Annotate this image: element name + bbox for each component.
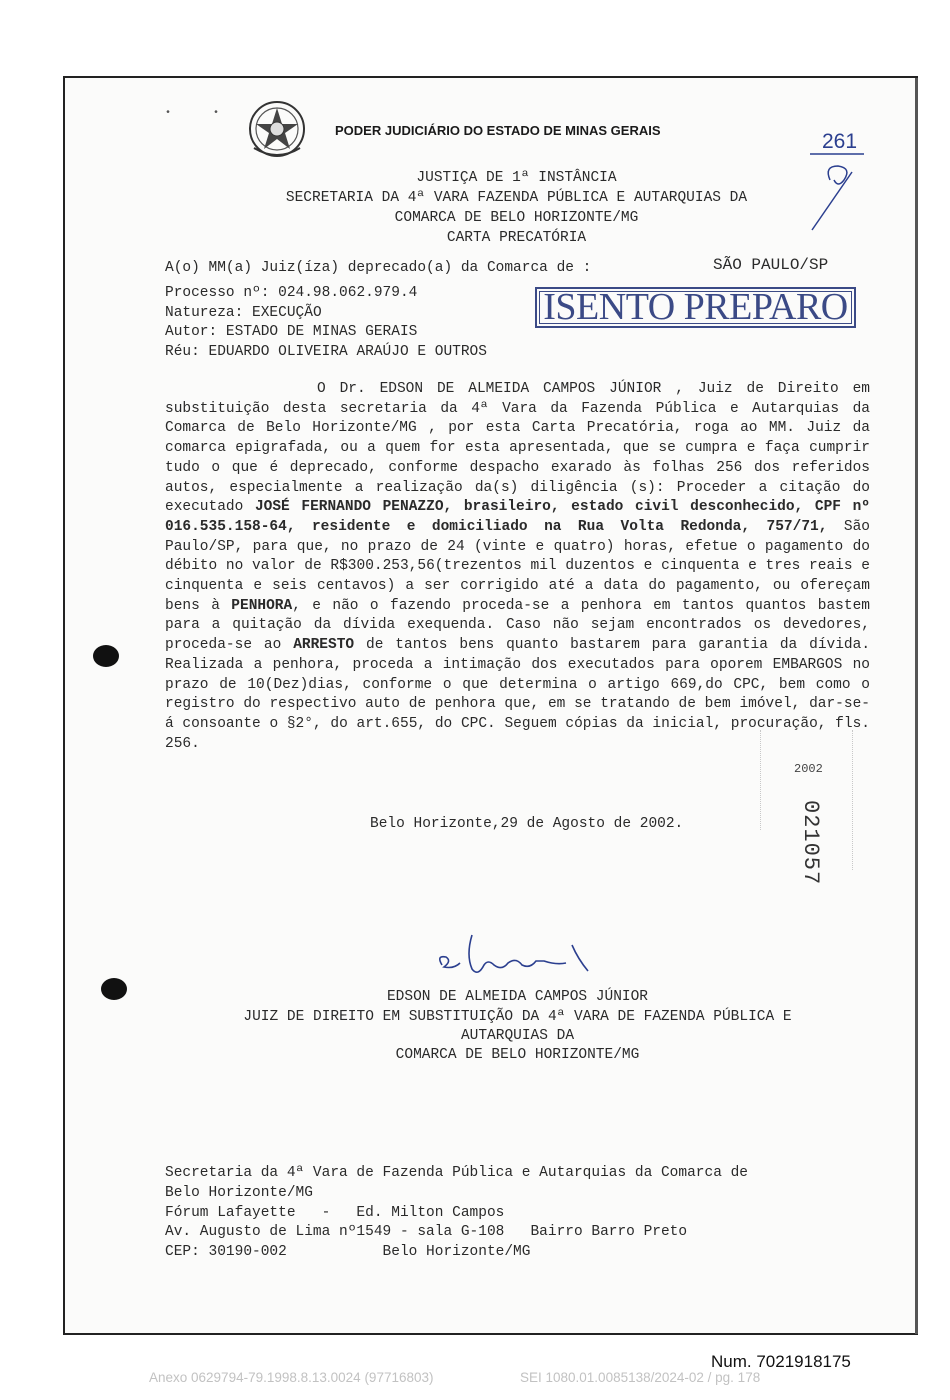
body-bold-penhora: PENHORA — [231, 597, 293, 614]
body-bold-arresto: ARRESTO — [293, 637, 355, 654]
addressee-place: SÃO PAULO/SP — [713, 256, 829, 274]
body-p4: de tantos bens quanto bastarem para garantia da dívida. Realizada a penhora, proceda a intimação dos executados para oporem EMBARGOS no prazo de 10(Dez)dias, conforme o que determina o artigo 669,do CPC, bem como o registro do respectivo auto de penhora que, em se tratando de bem imóvel, dar-se-á consoante o §2°, do art.655, do CPC. Seguem cópias da inicial, procuração, fls. 256. — [165, 637, 871, 752]
reu-line — [165, 342, 487, 362]
autor-value: ESTADO DE MINAS GERAIS — [225, 324, 418, 340]
address-line-4: Av. Augusto de Lima nº1549 - sala G-108 Bairro Barro Preto — [165, 1224, 688, 1241]
court-name: PODER JUDICIÁRIO DO ESTADO DE MINAS GERAIS — [335, 123, 661, 138]
natureza-line — [165, 303, 322, 323]
judge-title-2: AUTARQUIAS DA — [460, 1028, 575, 1044]
comarca-title: COMARCA DE BELO HORIZONTE/MG — [394, 210, 639, 226]
body-paragraph — [165, 380, 870, 754]
address-line-2: Belo Horizonte/MG — [165, 1184, 313, 1201]
punch-hole — [101, 978, 127, 1000]
body-p1: O Dr. EDSON DE ALMEIDA CAMPOS JÚNIOR , Juiz de Direito em substituição desta secretaria da 4ª Vara da Fazenda Pública e Autarquias da Comarca de Belo Horizonte/MG , por esta Carta Precatória, roga ao MM. Juiz da comarca epigrafada, ou a quem for esta apresentada, que se cumpra e faça cumprir tudo o que é deprecado, conforme despacho exarado às folhas 256 dos referidos autos, especialmente a realização da(s) diligência (s): Proceder a citação do executado — [165, 381, 870, 516]
autor-label: Autor: — [165, 324, 218, 340]
sheet-edge — [915, 78, 918, 1334]
judge-name: EDSON DE ALMEIDA CAMPOS JÚNIOR — [386, 989, 649, 1005]
addressee-prefix: A(o) MM(a) Juiz(íza) deprecado(a) da Comarca de : — [165, 260, 592, 276]
side-number: 021057 — [798, 800, 823, 886]
reu-value: EDUARDO OLIVEIRA ARAÚJO E OUTROS — [208, 344, 487, 360]
address-line-3: Fórum Lafayette - Ed. Milton Campos — [165, 1204, 505, 1221]
natureza-label: Natureza: — [165, 305, 244, 321]
annex-reference: Anexo 0629794-79.1998.8.13.0024 (97716803) — [149, 1370, 434, 1385]
isento-preparo-stamp: ISENTO PREPARO — [535, 287, 856, 328]
addressee-line — [165, 258, 591, 278]
processo-number: 024.98.062.979.4 — [278, 285, 418, 301]
address-line-5: CEP: 30190-002 Belo Horizonte/MG — [165, 1244, 531, 1261]
body-p2: São Paulo/SP, para que, no prazo de 24 (vinte e quatro) horas, efetue o pagamento do débito no valor de R$300.253,56(trezentos mil duzentos e cinquenta e tres reais e cinquenta e seis centavos) a ser corrigido até a data do pagamento, ou ofereçam bens à — [165, 518, 871, 614]
judge-title-3: COMARCA DE BELO HORIZONTE/MG — [395, 1047, 640, 1063]
processo-label: Processo nº: — [165, 285, 270, 301]
judge-title-1: JUIZ DE DIREITO EM SUBSTITUIÇÃO DA 4ª VARA DE FAZENDA PÚBLICA E — [243, 1009, 792, 1025]
processo-line — [165, 283, 417, 303]
address-line-1: Secretaria da 4ª Vara de Fazenda Pública e Autarquias da Comarca de — [165, 1165, 748, 1181]
faint-stamp-mark — [760, 730, 769, 830]
secretariat-title: SECRETARIA DA 4ª VARA FAZENDA PÚBLICA E AUTARQUIAS DA — [285, 190, 748, 206]
autor-line — [165, 322, 417, 342]
page-mark: 261 — [822, 130, 858, 153]
signature-icon — [432, 925, 592, 980]
document-number: Num. 7021918175 — [711, 1352, 851, 1371]
document-type: CARTA PRECATÓRIA — [446, 230, 587, 246]
punch-hole — [93, 645, 119, 667]
body-p3: , e não o fazendo proceda-se a penhora em tantos quantos bastem para a quitação da dívida exequenda. Caso não sejam encontrados os devedores, proceda-se ao — [165, 597, 870, 654]
reu-label: Réu: — [165, 344, 200, 360]
side-year: 2002 — [794, 762, 823, 776]
natureza-value: EXECUÇÃO — [252, 305, 322, 321]
sei-reference: SEI 1080.01.0085138/2024-02 / pg. 178 — [520, 1370, 761, 1385]
faint-stamp-mark-2 — [852, 730, 861, 870]
coat-of-arms-icon — [246, 98, 308, 160]
body-bold-executado: JOSÉ FERNANDO PENAZZO, brasileiro, estado civil desconhecido, CPF nº 016.535.158-64, residente e domiciliado na Rua Volta Redonda, 757/71, — [165, 499, 870, 535]
instance-title: JUSTIÇA DE 1ª INSTÂNCIA — [416, 170, 617, 186]
address-block — [165, 1164, 748, 1263]
date-line: Belo Horizonte,29 de Agosto de 2002. — [370, 816, 684, 832]
scan-marks: • • — [165, 108, 220, 119]
